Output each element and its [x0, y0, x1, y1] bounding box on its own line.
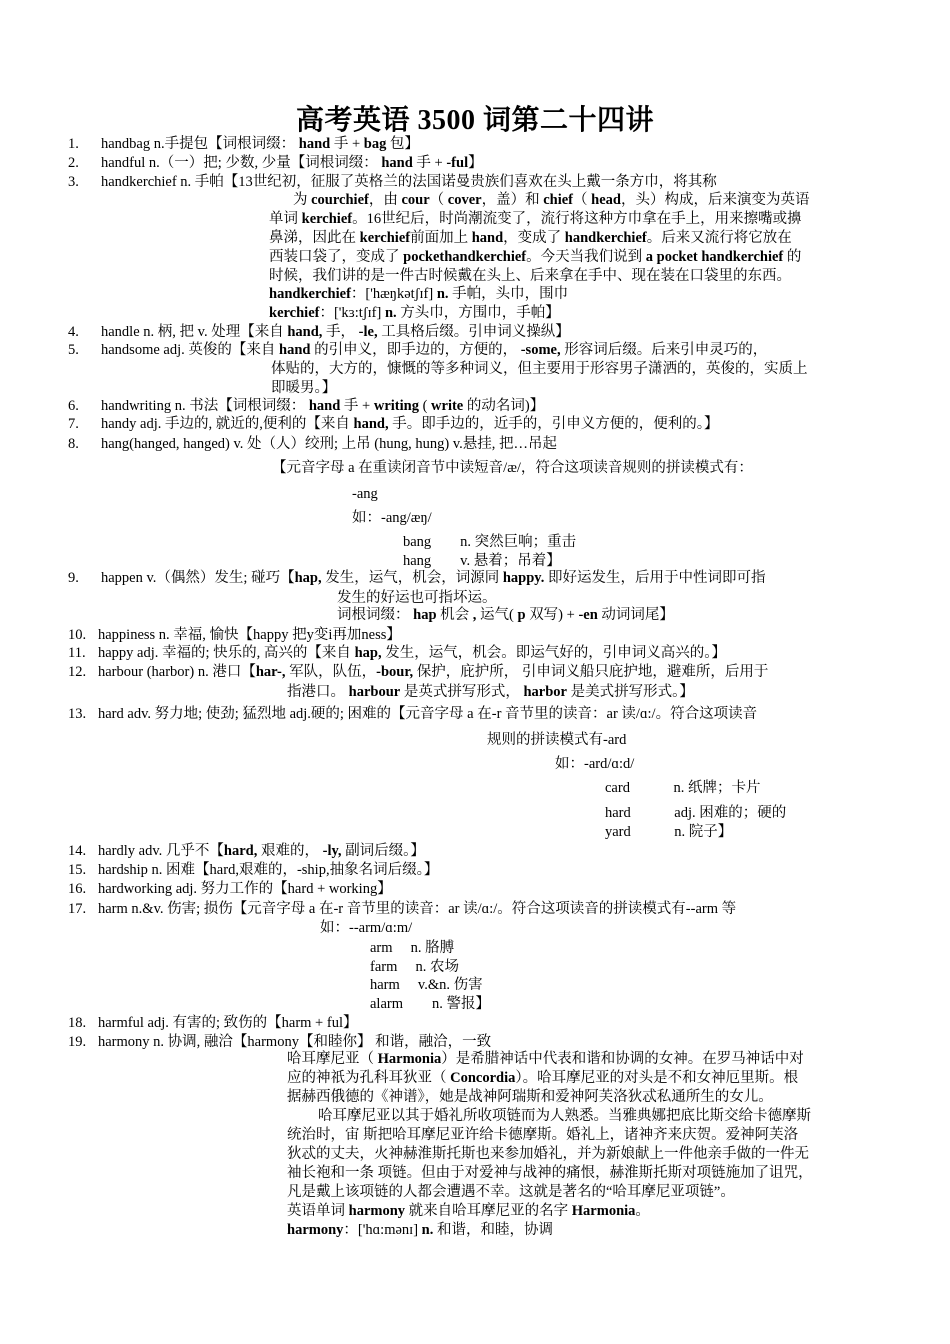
entry-line: 体贴的，大方的，慷慨的等多种词义，但主要用于形容男子潇洒的，英俊的，实质上 — [271, 361, 808, 377]
entry-line: 时候，我们讲的是一件古时候戴在头上、后来拿在手中、现在装在口袋里的东西。 — [269, 268, 791, 284]
entry-line: happiness n. 幸福, 愉快【happy 把y变i再加ness】 — [98, 627, 401, 643]
entry-number: 9. — [68, 570, 79, 586]
entry-line: 指港口。 harbour 是英式拼写形式， harbor 是美式拼写形式。】 — [287, 684, 694, 700]
entry-number: 12. — [68, 664, 87, 680]
entry-line: harmful adj. 有害的; 致伤的【harm + ful】 — [98, 1015, 358, 1031]
entry-line: bang n. 突然巨响；重击 — [403, 534, 577, 550]
entry-line: handwriting n. 书法【词根词缀： hand 手 + writing ( write 的动名词)】 — [101, 398, 545, 414]
entry-line: 为 courchief，由 cour（ cover，盖）和 chief（ head，头）构成，后来演变为英语 — [293, 192, 810, 208]
entry-number: 16. — [68, 881, 87, 897]
entry-line: harm n.&v. 伤害; 损伤【元音字母 a 在-r 音节里的读音：ar 读/ɑ:/。符合这项读音的拼读模式有--arm 等 — [98, 901, 737, 917]
entry-line: farm n. 农场 — [370, 959, 459, 975]
entry-number: 19. — [68, 1034, 87, 1050]
entry-line: 如：-ang/æŋ/ — [352, 510, 432, 526]
entry-line: happy adj. 幸福的; 快乐的, 高兴的【来自 hap, 发生，运气，机会。即运气好的，引申词义高兴的。】 — [98, 645, 726, 661]
entry-number: 10. — [68, 627, 87, 643]
entry-line: 英语单词 harmony 就来自哈耳摩尼亚的名字 Harmonia。 — [287, 1203, 650, 1219]
entry-number: 14. — [68, 843, 87, 859]
entry-line: 西装口袋了，变成了 pockethandkerchief。今天当我们说到 a pocket handkerchief 的 — [269, 249, 802, 265]
entry-line: 统治时，宙 斯把哈耳摩尼亚许给卡德摩斯。婚礼上，诸神齐来庆贺。爱神阿芙洛 — [287, 1127, 799, 1143]
entry-line: hardly adv. 几乎不【hard, 艰难的， -ly, 副词后缀。】 — [98, 843, 425, 859]
entry-line: hang v. 悬着；吊着】 — [403, 553, 561, 569]
entry-number: 13. — [68, 706, 87, 722]
entry-number: 7. — [68, 416, 79, 432]
entry-line: 【元音字母 a 在重读闭音节中读短音/æ/，符合这项读音规则的拼读模式有： — [272, 460, 753, 476]
entry-number: 6. — [68, 398, 79, 414]
entry-line: handkerchief n. 手帕【13世纪初，征服了英格兰的法国诺曼贵族们喜欢在头上戴一条方巾，将其称 — [101, 174, 717, 190]
entry-line: 哈耳摩尼亚（ Harmonia）是希腊神话中代表和谐和协调的女神。在罗马神话中对 — [287, 1051, 804, 1067]
entry-line: handful n.（一）把; 少数, 少量【词根词缀： hand 手 + -ful】 — [101, 155, 483, 171]
entry-line: 袖长袍和一条 项链。但由于对爱神与战神的痛恨，赫淮斯托斯对项链施加了诅咒， — [287, 1165, 813, 1181]
entry-line: arm n. 胳膊 — [370, 940, 455, 956]
entry-line: hang(hanged, hanged) v. 处（人）绞刑; 上吊 (hung, hung) v.悬挂, 把…吊起 — [101, 436, 558, 452]
entry-line: harmony n. 协调, 融洽【harmony【和睦你】 和谐，融洽，一致 — [98, 1034, 492, 1050]
entry-line: hardworking adj. 努力工作的【hard + working】 — [98, 881, 392, 897]
entry-line: 单词 kerchief。16世纪后，时尚潮流变了，流行将这种方巾拿在手上，用来擦嘴或擤 — [269, 211, 802, 227]
entry-number: 8. — [68, 436, 79, 452]
entry-line: hard adj. 困难的；硬的 — [605, 805, 787, 821]
entry-line: 如：--arm/ɑ:m/ — [320, 920, 413, 936]
entry-line: -ang — [352, 486, 378, 502]
entry-line: handkerchief：['hæŋkətʃɪf] n. 手帕，头巾，围巾 — [269, 286, 569, 302]
entry-line: hard adv. 努力地; 使劲; 猛烈地 adj.硬的; 困难的【元音字母 a 在-r 音节里的读音：ar 读/ɑ:/。符合这项读音 — [98, 706, 758, 722]
entry-line: 词根词缀： hap 机会 , 运气( p 双写) + -en 动词词尾】 — [337, 607, 674, 623]
entry-number: 3. — [68, 174, 79, 190]
entry-line: hardship n. 困难【hard,艰难的，-ship,抽象名词后缀。】 — [98, 862, 439, 878]
entry-line: 鼻涕，因此在 kerchief前面加上 hand，变成了 handkerchief。后来又流行将它放在 — [269, 230, 792, 246]
entry-line: harbour (harbor) n. 港口【har-, 军队，队伍，-bour, 保护，庇护所， 引申词义船只庇护地，避难所，后用于 — [98, 664, 769, 680]
entry-line: 如：-ard/ɑ:d/ — [555, 756, 635, 772]
entry-line: 规则的拼读模式有-ard — [487, 732, 627, 748]
entry-number: 11. — [68, 645, 86, 661]
entry-line: 应的神祇为孔科耳狄亚（ Concordia）。哈耳摩尼亚的对头是不和女神厄里斯。根 — [287, 1070, 799, 1086]
entry-line: yard n. 院子】 — [605, 824, 733, 840]
entry-number: 4. — [68, 324, 79, 340]
entry-line: handsome adj. 英俊的【来自 hand 的引申义，即手边的，方便的， -some, 形容词后缀。后来引申灵巧的， — [101, 342, 768, 358]
entry-line: 狄忒的丈夫，火神赫淮斯托斯也来参加婚礼，并为新娘献上一件他亲手做的一件无 — [287, 1146, 809, 1162]
entry-line: card n. 纸牌；卡片 — [605, 780, 761, 796]
entry-number: 5. — [68, 342, 79, 358]
entry-line: harm v.&n. 伤害 — [370, 977, 483, 993]
entry-line: handbag n.手提包【词根词缀： hand 手 + bag 包】 — [101, 136, 419, 152]
entry-number: 17. — [68, 901, 87, 917]
entry-line: 哈耳摩尼亚以其于婚礼所收项链而为人熟悉。当雅典娜把底比斯交给卡德摩斯 — [318, 1108, 811, 1124]
entry-number: 1. — [68, 136, 79, 152]
entry-number: 18. — [68, 1015, 87, 1031]
entry-line: kerchief：['kɜ:tʃɪf] n. 方头巾，方围巾，手帕】 — [269, 305, 560, 321]
entry-line: happen v.（偶然）发生; 碰巧【hap, 发生，运气，机会，词源同 happy. 即好运发生，后用于中性词即可指 — [101, 570, 766, 586]
page-title: 高考英语 3500 词第二十四讲 — [295, 105, 654, 136]
entry-number: 15. — [68, 862, 87, 878]
entry-line: alarm n. 警报】 — [370, 996, 491, 1012]
entry-line: 凡是戴上该项链的人都会遭遇不幸。这就是著名的“哈耳摩尼亚项链”。 — [287, 1184, 735, 1200]
entry-line: 据赫西俄德的《神谱》，她是战神阿瑞斯和爱神阿芙洛狄忒私通所生的女儿。 — [287, 1089, 773, 1105]
entry-number: 2. — [68, 155, 79, 171]
entry-line: 即暖男。】 — [271, 380, 337, 396]
entry-line: harmony：['hɑ:mənɪ] n. 和谐，和睦，协调 — [287, 1222, 553, 1238]
entry-line: handle n. 柄, 把 v. 处理【来自 hand, 手， -le, 工具格后缀。引申词义操纵】 — [101, 324, 570, 340]
entry-line: handy adj. 手边的, 就近的,便利的【来自 hand, 手。即手边的，近手的，引申义方便的，便利的。】 — [101, 416, 719, 432]
entry-line: 发生的好运也可指坏运。 — [337, 590, 497, 606]
